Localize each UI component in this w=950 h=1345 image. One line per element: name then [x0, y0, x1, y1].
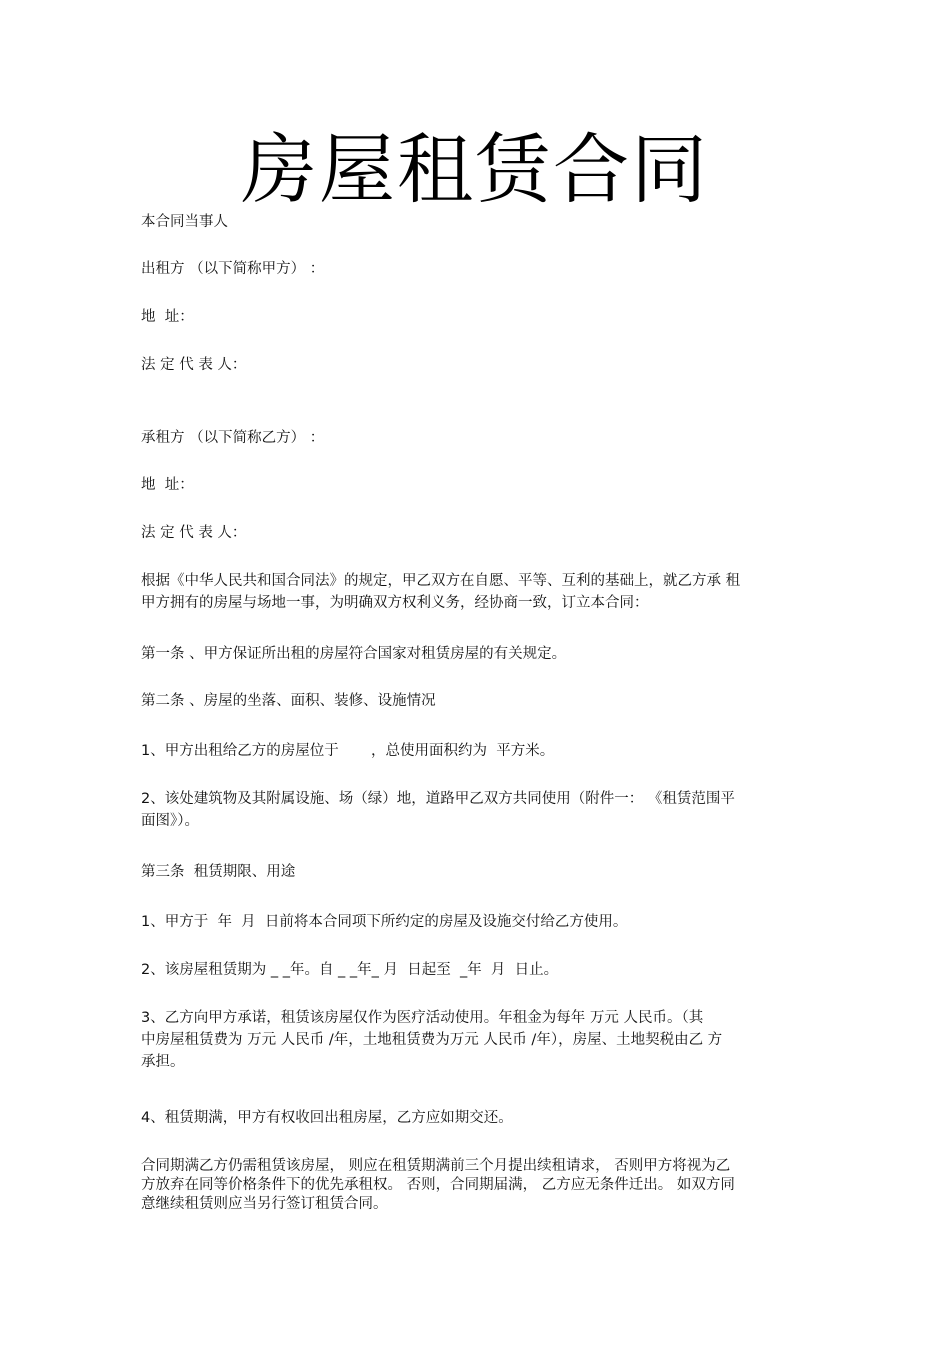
article-3-item-2: 2、该房屋租赁期为 _ _年。自 _ _年_ 月 日起至 _年 月 日止。 [141, 962, 559, 978]
lessor-address: 地 址： [141, 309, 194, 325]
lessee-legal-rep: 法 定 代 表 人： [141, 525, 247, 541]
article-3-item-1: 1、甲方于 年 月 日前将本合同项下所约定的房屋及设施交付给乙方使用。 [141, 914, 628, 930]
preamble-paragraph: 根据《中华人民共和国合同法》的规定，甲乙双方在自愿、平等、互利的基础上，就乙方承 租 甲方拥有的房屋与场地一事，为明确双方权利义务，经协商一致，订立本合同： [141, 573, 741, 611]
lessor-label: 出租方 （以下简称甲方） ： [141, 261, 325, 277]
parties-heading: 本合同当事人 [141, 214, 228, 230]
article-2-heading: 第二条 、房屋的坐落、面积、装修、设施情况 [141, 693, 436, 709]
article-3-heading: 第三条 租赁期限、用途 [141, 864, 296, 880]
lessee-address: 地 址： [141, 477, 194, 493]
article-3-item-3: 3、乙方向甲方承诺，租赁该房屋仅作为医疗活动使用。年租金为每年 万元 人民币。（其 中房屋租赁费为 万元 人民币 /年，土地租赁费为万元 人民币 /年），房屋、土地契税由乙 方 承担。 [141, 1010, 723, 1070]
article-2-item-2: 2、该处建筑物及其附属设施、场（绿）地，道路甲乙双方共同使用（附件一： 《租赁范围平 面图》）。 [141, 791, 735, 829]
lessee-label: 承租方 （以下简称乙方） ： [141, 430, 325, 446]
article-2-item-1: 1、甲方出租给乙方的房屋位于 ，总使用面积约为 平方米。 [141, 743, 555, 759]
article-3-item-4: 4、租赁期满，甲方有权收回出租房屋，乙方应如期交还。 [141, 1110, 513, 1126]
lessor-legal-rep: 法 定 代 表 人： [141, 357, 247, 373]
document-title: 房屋租赁合同 [241, 125, 709, 214]
renewal-paragraph: 合同期满乙方仍需租赁该房屋， 则应在租赁期满前三个月提出续租请求， 否则甲方将视为乙 方放弃在同等价格条件下的优先承租权。 否则，合同期届满， 乙方应无条件迁出。 如双方同 意继续租赁则应当另行签订租赁合同。 [141, 1158, 735, 1212]
article-1: 第一条 、甲方保证所出租的房屋符合国家对租赁房屋的有关规定。 [141, 646, 567, 662]
